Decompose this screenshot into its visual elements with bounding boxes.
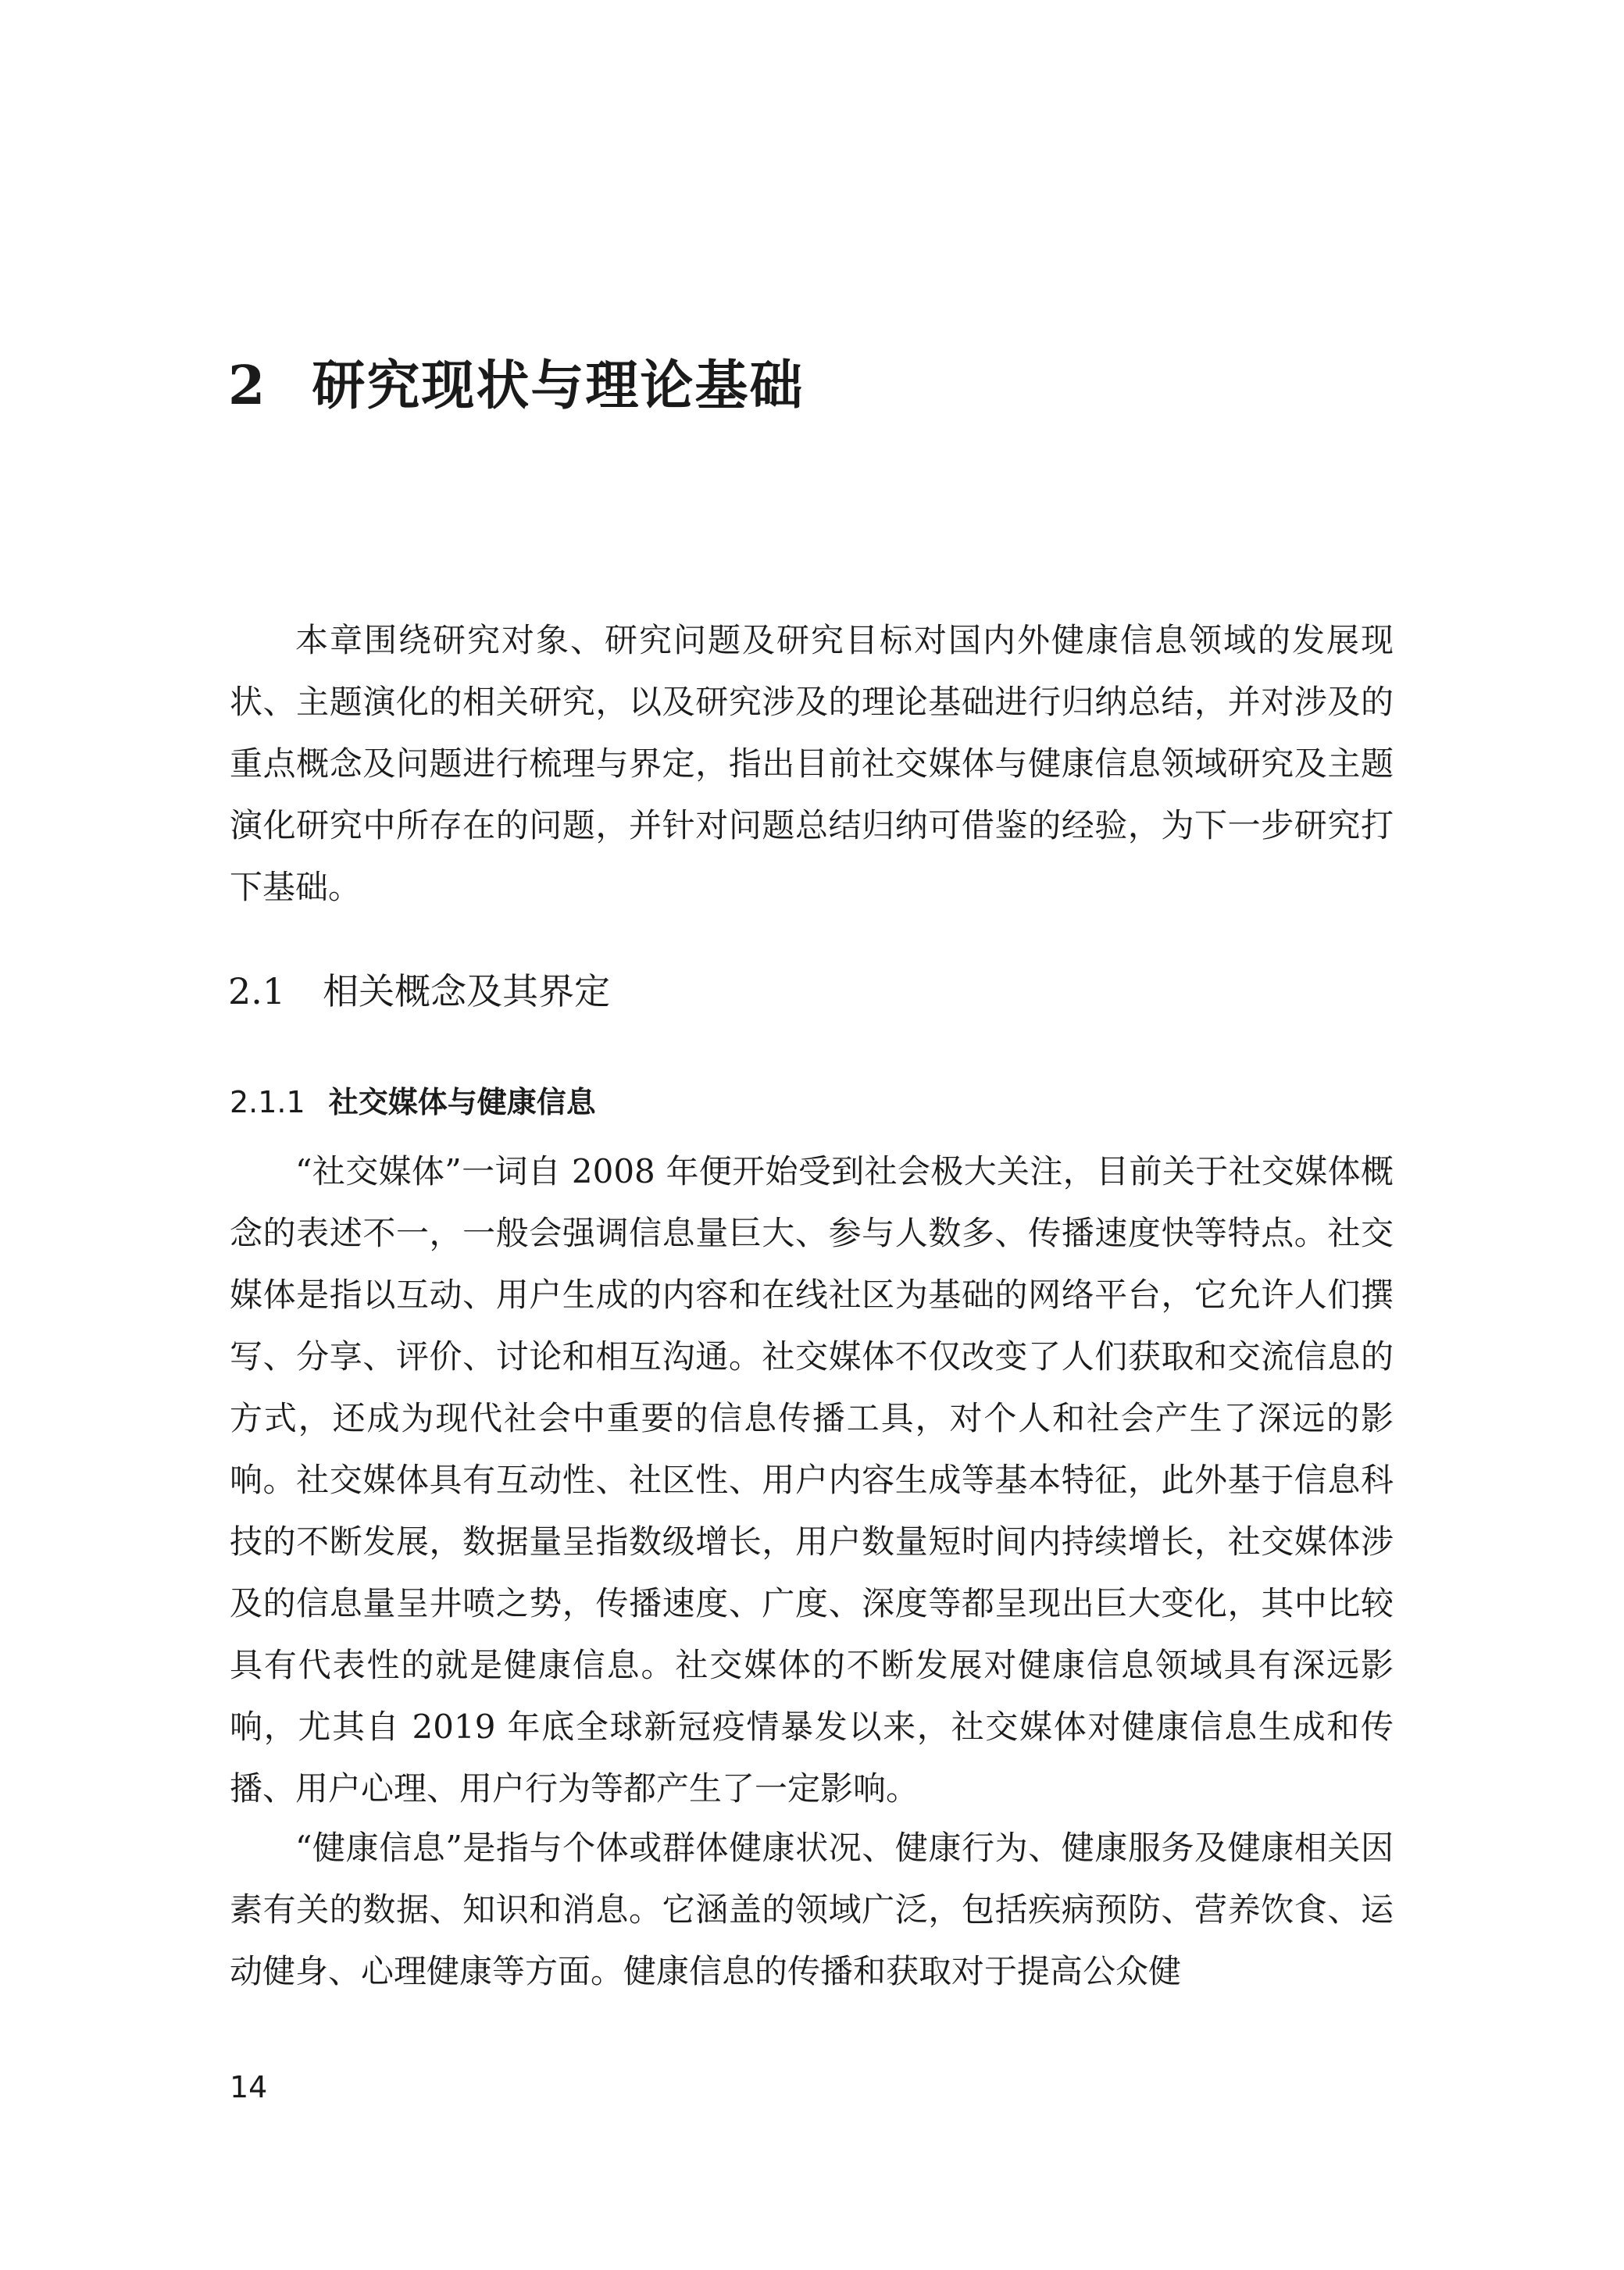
chapter-title-text: 研究现状与理论基础 — [312, 355, 805, 417]
section-title-text: 相关概念及其界定 — [323, 970, 611, 1012]
chapter-number: 2 — [228, 355, 267, 417]
subsection-title-text: 社交媒体与健康信息 — [328, 1085, 596, 1119]
subsection-number: 2.1.1 — [230, 1085, 305, 1119]
page-number: 14 — [230, 2070, 268, 2104]
body-paragraph-social-media: “社交媒体”一词自 2008 年便开始受到社会极大关注，目前关于社交媒体概念的表述不一，一般会强调信息量巨大、参与人数多、传播速度快等特点。社交媒体是指以互动、用户生成的内容和在线社区为基础的网络平台，它允许人们撰写、分享、评价、讨论和相互沟通。社交媒体不仅改变了人们获取和交流信息的方式，还成为现代社会中重要的信息传播工具，对个人和社会产生了深远的影响。社交媒体具有互动性、社区性、用户内容生成等基本特征，此外基于信息科技的不断发展，数据量呈指数级增长，用户数量短时间内持续增长，社交媒体涉及的信息量呈井喷之势，传播速度、广度、深度等都呈现出巨大变化，其中比较具有代表性的就是健康信息。社交媒体的不断发展对健康信息领域具有深远影响，尤其自 2019 年底全球新冠疫情暴发以来，社交媒体对健康信息生成和传播、用户心理、用户行为等都产生了一定影响。 — [230, 1152, 1394, 1808]
body-paragraph-health-information: “健康信息”是指与个体或群体健康状况、健康行为、健康服务及健康相关因素有关的数据、知识和消息。它涵盖的领域广泛，包括疾病预防、营养饮食、运动健身、心理健康等方面。健康信息的传播和获取对于提高公众健 — [230, 1829, 1394, 1990]
section-number: 2.1 — [228, 970, 286, 1012]
section-title — [228, 963, 610, 1015]
chapter-intro-paragraph: 本章围绕研究对象、研究问题及研究目标对国内外健康信息领域的发展现状、主题演化的相关研究，以及研究涉及的理论基础进行归纳总结，并对涉及的重点概念及问题进行梳理与界定，指出目前社交媒体与健康信息领域研究及主题演化研究中所存在的问题，并针对问题总结归纳可借鉴的经验，为下一步研究打下基础。 — [230, 621, 1394, 906]
chapter-title — [228, 344, 804, 419]
subsection-title — [230, 1078, 596, 1121]
